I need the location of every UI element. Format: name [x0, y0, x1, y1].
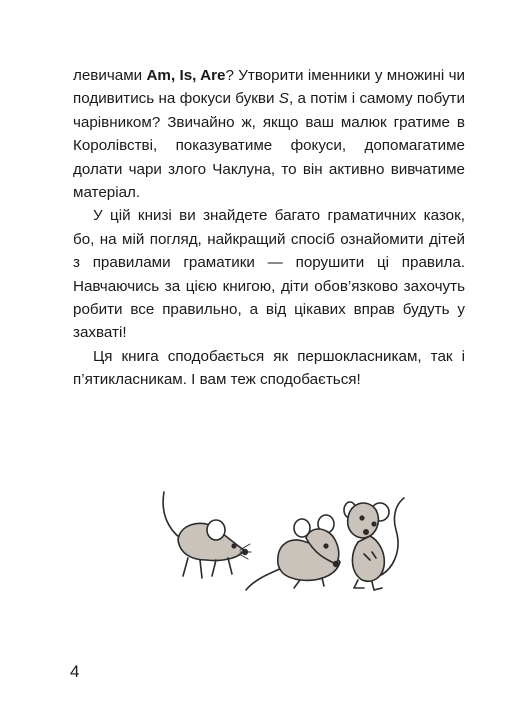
paragraph-1 — [73, 64, 465, 204]
mouse-sitting — [344, 498, 404, 590]
paragraph-2 — [73, 204, 465, 344]
italic-letter: S — [278, 90, 289, 108]
text-segment: У цій книзі ви знайдете багато граматичних казок, бо, на мій погляд, найкращий спосіб ознайомити дітей з правилами граматики — порушити ці правила. Навчаючись за цією книгою, діти обов’язково захочуть робити все правильно, а від цікавих вправ будуть у захваті! — [73, 207, 465, 342]
text-segment: левичами — [73, 67, 147, 84]
text-segment: Ця книга сподобається як першокласникам, так і п’ятикласникам. І вам теж сподобається! — [73, 347, 465, 389]
bold-term: Am, Is, Are — [146, 67, 226, 84]
mouse-walking — [163, 492, 251, 578]
mice-illustration-icon — [150, 480, 420, 595]
page-number: 4 — [70, 662, 80, 681]
body-text — [73, 64, 465, 392]
mouse-crouching — [246, 515, 340, 590]
text-segment: ? Утворити іменники у множині чи подивитись на фокуси букви — [73, 67, 465, 108]
paragraph-3 — [73, 345, 465, 392]
text-segment: , а потім і самому побути чарівником? Звичайно ж, якщо ваш малюк гратиме в Королівстві, показуватиме фокуси, допомагатиме долати чари злого Чаклуна, то він активно вивчатиме матеріал. — [73, 90, 465, 202]
